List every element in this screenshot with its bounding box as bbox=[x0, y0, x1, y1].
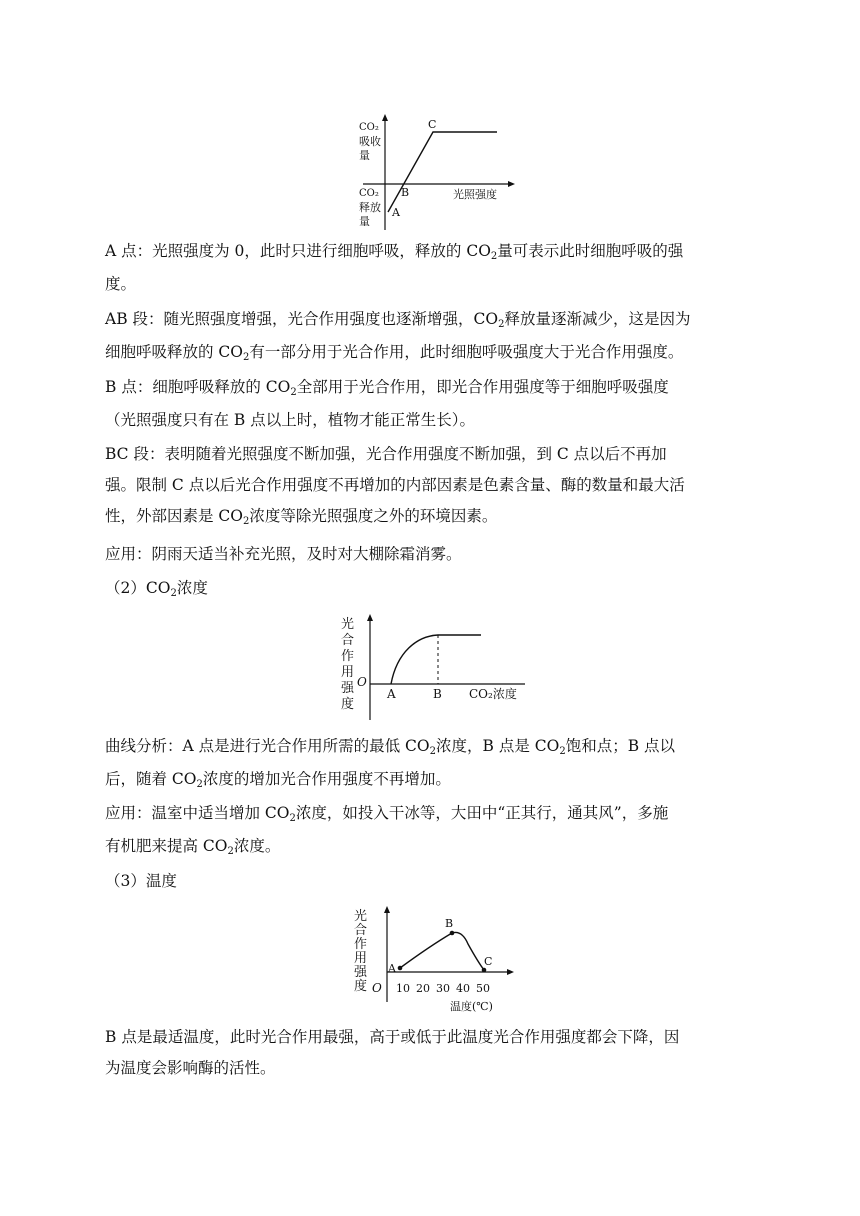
paragraph-application-2: 应用：温室中适当增加 CO2浓度，如投入干冰等，大田中“正其行，通其风”，多施 有机肥来提高 CO2浓度。 bbox=[105, 804, 669, 857]
fig2-point-b: B bbox=[433, 687, 442, 701]
co2-concentration-figure bbox=[335, 612, 535, 724]
svg-text:作: 作 bbox=[341, 649, 355, 664]
svg-text:度: 度 bbox=[354, 979, 368, 994]
fig3-point-b: B bbox=[445, 917, 454, 930]
fig1-point-a: A bbox=[392, 206, 400, 219]
fig2-y-label bbox=[341, 616, 355, 712]
svg-text:光: 光 bbox=[354, 909, 368, 924]
fig3-point-a: A bbox=[388, 962, 396, 975]
svg-text:作: 作 bbox=[354, 937, 368, 952]
paragraph-a-point: A 点：光照强度为 0，此时只进行细胞呼吸，释放的 CO2量可表示此时细胞呼吸的强 度。 bbox=[105, 242, 684, 293]
fig3-tick-20: 20 bbox=[416, 982, 430, 995]
fig2-x-label: CO₂浓度 bbox=[469, 687, 517, 701]
heading-temperature: （3）温度 bbox=[105, 872, 177, 890]
paragraph-b-point: B 点：细胞呼吸释放的 CO2全部用于光合作用，即光合作用强度等于细胞呼吸强度 （光照强度只有在 B 点以上时，植物才能正常生长）。 bbox=[105, 378, 669, 429]
fig1-y-bottom-label3: 量 bbox=[359, 215, 370, 228]
temperature-figure bbox=[350, 904, 520, 1018]
fig1-y-top-label3: 量 bbox=[359, 149, 370, 162]
svg-text:强: 强 bbox=[341, 681, 355, 696]
fig2-point-a: A bbox=[387, 687, 396, 701]
paragraph-temperature: B 点是最适温度，此时光合作用最强，高于或低于此温度光合作用强度都会下降，因 为温度会影响酶的活性。 bbox=[105, 1028, 680, 1077]
fig3-tick-10: 10 bbox=[396, 982, 410, 995]
heading-co2-concentration: （2）CO2浓度 bbox=[105, 579, 208, 599]
fig1-point-b: B bbox=[401, 186, 410, 199]
fig2-origin: O bbox=[357, 675, 367, 689]
svg-text:合: 合 bbox=[341, 633, 355, 648]
fig1-y-top-label2: 吸收 bbox=[359, 135, 381, 148]
fig1-y-bottom-label: CO₂ bbox=[359, 188, 379, 199]
light-intensity-figure bbox=[355, 112, 515, 234]
paragraph-co2-analysis: 曲线分析：A 点是进行光合作用所需的最低 CO2浓度，B 点是 CO2饱和点；B 点以 后，随着 CO2浓度的增加光合作用强度不再增加。 bbox=[105, 737, 676, 790]
svg-text:度: 度 bbox=[341, 697, 355, 712]
fig3-tick-50: 50 bbox=[476, 982, 490, 995]
fig3-origin: O bbox=[372, 981, 382, 995]
fig1-y-bottom-label2: 释放 bbox=[359, 201, 381, 214]
fig1-y-top-label: CO₂ bbox=[359, 122, 379, 133]
fig3-tick-40: 40 bbox=[456, 982, 470, 995]
fig3-point-c: C bbox=[484, 955, 493, 968]
fig1-point-c: C bbox=[428, 118, 437, 131]
fig3-tick-30: 30 bbox=[436, 982, 450, 995]
paragraph-bc-segment: BC 段：表明随着光照强度不断加强，光合作用强度不断加强，到 C 点以后不再加 强。限制 C 点以后光合作用强度不再增加的内部因素是色素含量、酶的数量和最大活 性，外部因素是 CO2浓度等除光照强度之外的环境因素。 bbox=[105, 445, 685, 527]
fig1-x-label: 光照强度 bbox=[453, 188, 497, 201]
fig3-y-label bbox=[354, 908, 368, 994]
svg-text:用: 用 bbox=[354, 951, 368, 966]
svg-text:强: 强 bbox=[354, 965, 368, 980]
svg-text:合: 合 bbox=[354, 923, 368, 938]
svg-text:用: 用 bbox=[341, 665, 355, 680]
paragraph-ab-segment: AB 段：随光照强度增强，光合作用强度也逐渐增强，CO2释放量逐渐减少，这是因为 细胞呼吸释放的 CO2有一部分用于光合作用，此时细胞呼吸强度大于光合作用强度。 bbox=[105, 310, 691, 363]
svg-text:光: 光 bbox=[341, 617, 355, 632]
fig3-x-label: 温度(℃) bbox=[450, 1000, 493, 1013]
paragraph-application-1: 应用：阴雨天适当补充光照，及时对大棚除霜消雾。 bbox=[105, 545, 462, 563]
